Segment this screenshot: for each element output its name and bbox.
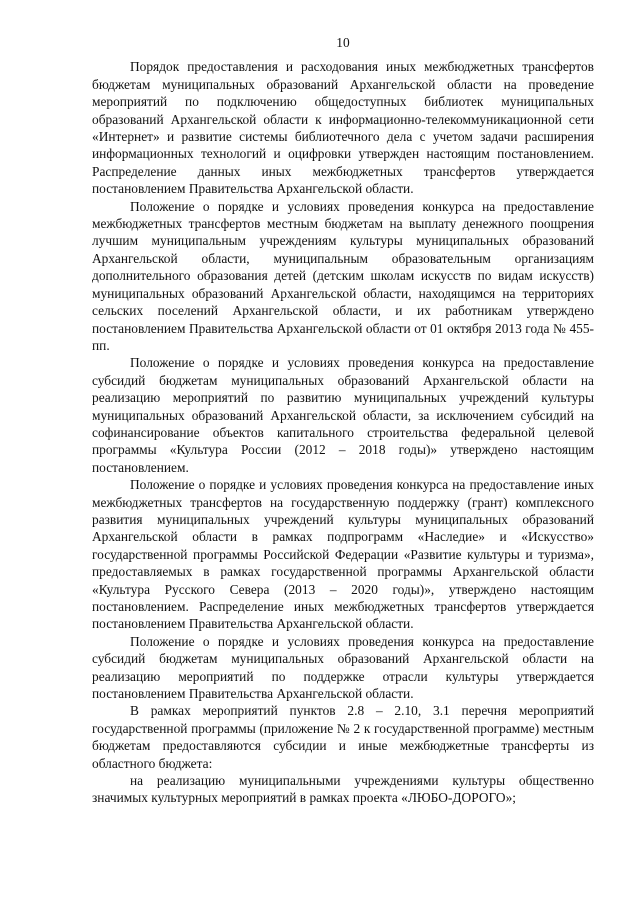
paragraph-incentive-contest: Положение о порядке и условиях проведения конкурса на предоставление межбюджетных трансфертов местным бюджетам на выплату денежного поощрения лучшим муниципальным учреждениям культуры муниципальных образований Архангельской области, муниципальным образовательным организациям дополнительного образования детей (детским школам искусств по видам искусств) муниципальных образований Архангельской области, находящимся на территориях сельских поселений Архангельской области, и их работникам утверждено постановлением Правительства Архангельской области от 01 октября 2013 года № 455-пп.	[92, 198, 594, 353]
paragraph-library-transfers: Порядок предоставления и расходования иных межбюджетных трансфертов бюджетам муниципальных образований Архангельской области на проведение мероприятий по подключению общедоступных библиотек муниципальных образований Архангельской области к информационно-телекоммуникационной сети «Интернет» и развитие системы библиотечного дела с учетом задачи расширения информационных технологий и оцифровки утвержден настоящим постановлением. Распределение данных иных межбюджетных трансфертов утверждается постановлением Правительства Архангельской области.	[92, 59, 594, 197]
paragraph-lyubo-dorogo: на реализацию муниципальными учреждениями культуры общественно значимых культурных мероприятий в рамках проекта «ЛЮБО-ДОРОГО»;	[92, 773, 594, 806]
paragraph-support-subsidies: Положение о порядке и условиях проведения конкурса на предоставление субсидий бюджетам муниципальных образований Архангельской области на реализацию мероприятий по поддержке отрасли культуры утверждается постановлением Правительства Архангельской области.	[92, 633, 594, 702]
page-number: 10	[336, 35, 350, 50]
paragraph-development-subsidies: Положение о порядке и условиях проведения конкурса на предоставление субсидий бюджетам муниципальных образований Архангельской области на реализацию мероприятий по развитию муниципальных учреждений культуры муниципальных образований Архангельской области, за исключением субсидий на софинансирование объектов капитального строительства федеральной целевой программы «Культура России (2012 – 2018 годы)» утверждено настоящим постановлением.	[92, 355, 594, 475]
paragraph-measures-intro: В рамках мероприятий пунктов 2.8 – 2.10, 3.1 перечня мероприятий государственной программы (приложение № 2 к государственной программе) местным бюджетам предоставляются субсидии и иные межбюджетные трансферты из областного бюджета:	[92, 703, 594, 771]
paragraph-grant-contest: Положение о порядке и условиях проведения конкурса на предоставление иных межбюджетных трансфертов на государственную поддержку (грант) комплексного развития муниципальных учреждений культуры муниципальных образований Архангельской области в рамках подпрограмм «Наследие» и «Искусство» государственной программы Российской Федерации «Развитие культуры и туризма», предоставляемых в рамках государственной программы Архангельской области «Культура Русского Севера (2013 – 2020 годы)», утверждено настоящим постановлением. Распределение иных межбюджетных трансфертов утверждается постановлением Правительства Архангельской области.	[92, 477, 594, 632]
